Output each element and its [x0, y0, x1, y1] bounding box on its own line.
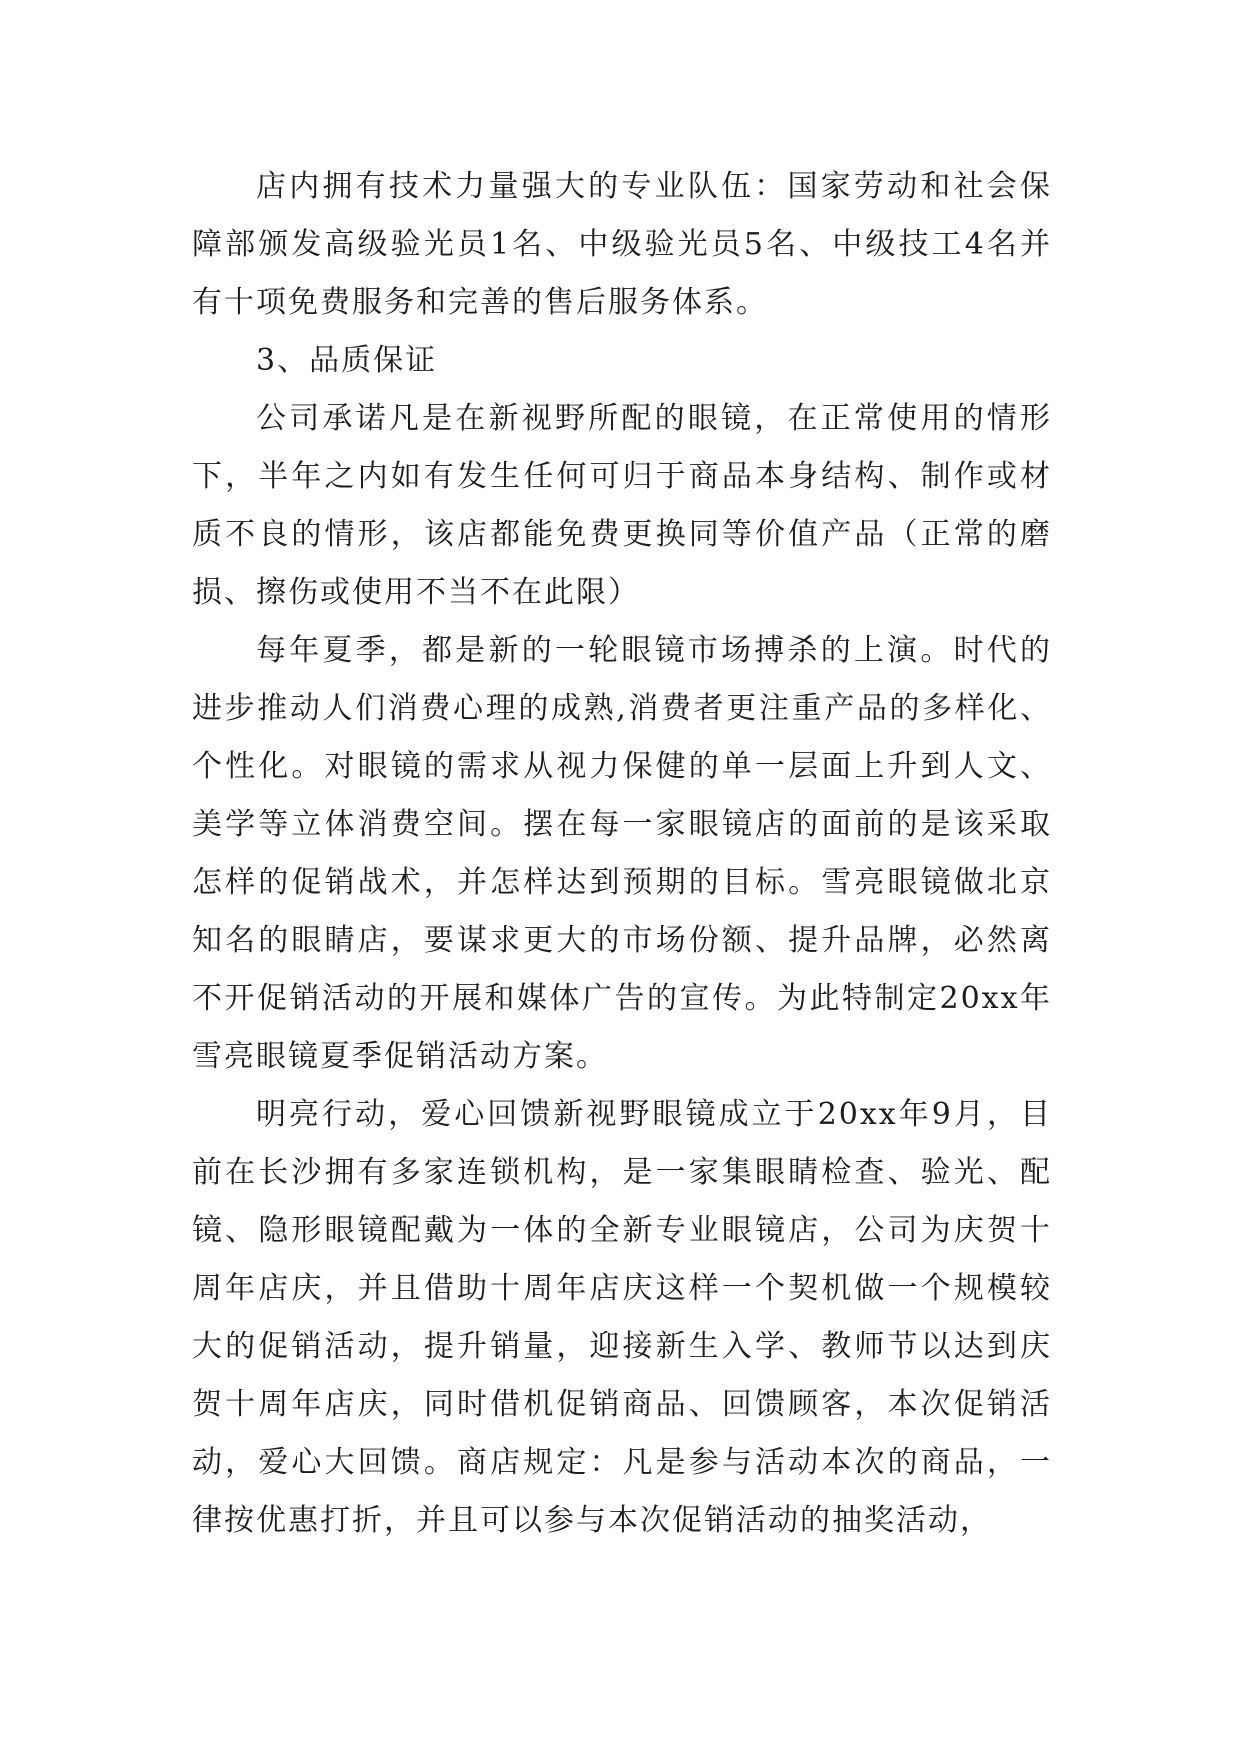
document-body — [192, 158, 1052, 1550]
paragraph-quality-guarantee: 公司承诺凡是在新视野所配的眼镜，在正常使用的情形下，半年之内如有发生任何可归于商品本身结构、制作或材质不良的情形，该店都能免费更换同等价值产品（正常的磨损、擦伤或使用不当不在此限） — [192, 401, 1052, 610]
section-heading-quality: 3、品质保证 — [256, 343, 438, 378]
paragraph-team: 店内拥有技术力量强大的专业队伍：国家劳动和社会保障部颁发高级验光员1名、中级验光员5名、中级技工4名并有十项免费服务和完善的售后服务体系。 — [192, 169, 1052, 320]
paragraph-anniversary-campaign: 明亮行动，爱心回馈新视野眼镜成立于20xx年9月，目前在长沙拥有多家连锁机构，是一家集眼睛检查、验光、配镜、隐形眼镜配戴为一体的全新专业眼镜店，公司为庆贺十周年店庆，并且借助十周年店庆这样一个契机做一个规模较大的促销活动，提升销量，迎接新生入学、教师节以达到庆贺十周年店庆，同时借机促销商品、回馈顾客，本次促销活动，爱心大回馈。商店规定：凡是参与活动本次的商品，一律按优惠打折，并且可以参与本次促销活动的抽奖活动， — [192, 1097, 1052, 1538]
paragraph-summer-promotion: 每年夏季，都是新的一轮眼镜市场搏杀的上演。时代的进步推动人们消费心理的成熟,消费者更注重产品的多样化、个性化。对眼镜的需求从视力保健的单一层面上升到人文、美学等立体消费空间。摆在每一家眼镜店的面前的是该采取怎样的促销战术，并怎样达到预期的目标。雪亮眼镜做北京知名的眼睛店，要谋求更大的市场份额、提升品牌，必然离不开促销活动的开展和媒体广告的宣传。为此特制定20xx年雪亮眼镜夏季促销活动方案。 — [192, 633, 1052, 1074]
